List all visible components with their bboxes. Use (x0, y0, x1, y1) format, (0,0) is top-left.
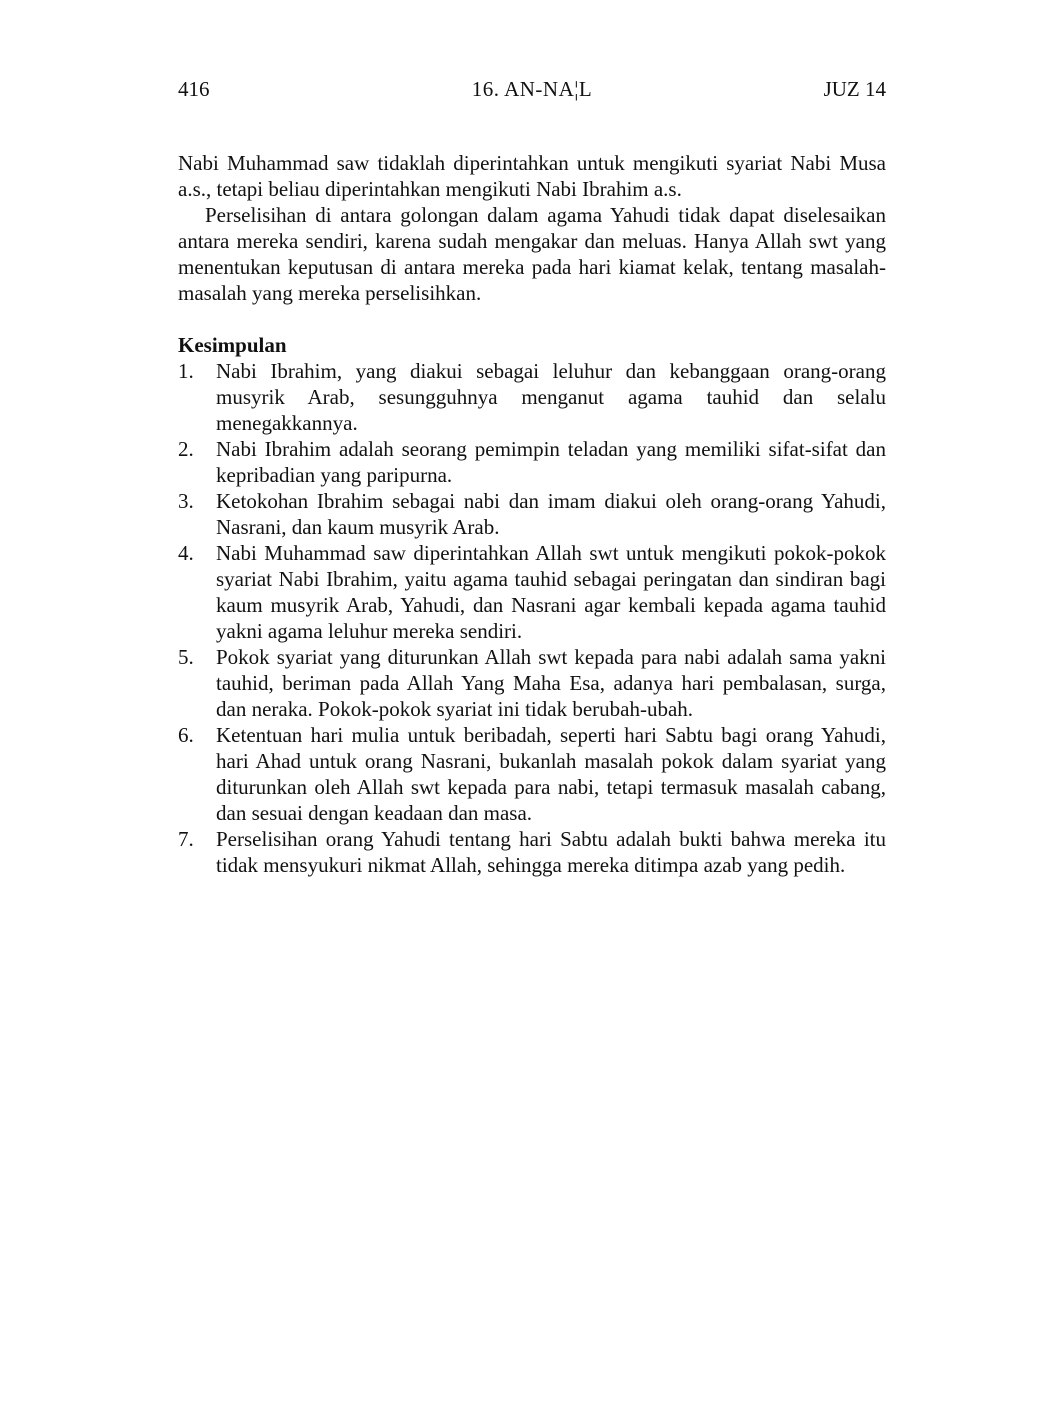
list-item (178, 644, 886, 722)
list-item-number: 1. (178, 359, 194, 383)
list-item-text: Perselisihan orang Yahudi tentang hari Sabtu adalah bukti bahwa mereka itu tidak mensyukuri nikmat Allah, sehingga mereka ditimpa azab yang pedih. (216, 827, 886, 877)
paragraph: Perselisihan di antara golongan dalam agama Yahudi tidak dapat diselesaikan antara mereka sendiri, karena sudah mengakar dan meluas. Hanya Allah swt yang menentukan keputusan di antara mereka pada hari kiamat kelak, tentang masalah-masalah yang mereka perselisihkan. (178, 203, 886, 305)
list-item (178, 826, 886, 878)
surah-title: 16. AN-NA¦L (471, 77, 593, 101)
list-item (178, 358, 886, 436)
list-item-text: Ketentuan hari mulia untuk beribadah, seperti hari Sabtu bagi orang Yahudi, hari Ahad untuk orang Nasrani, bukanlah masalah pokok dalam syariat yang diturunkan oleh Allah swt kepada para nabi, tetapi termasuk masalah cabang, dan sesuai dengan keadaan dan masa. (216, 723, 886, 825)
list-item-text: Nabi Muhammad saw diperintahkan Allah swt untuk mengikuti pokok-pokok syariat Nabi Ibrahim, yaitu agama tauhid sebagai peringatan dan sindiran bagi kaum musyrik Arab, Yahudi, dan Nasrani agar kembali kepada agama tauhid yakni agama leluhur mereka sendiri. (216, 541, 886, 643)
list-item-text: Pokok syariat yang diturunkan Allah swt kepada para nabi adalah sama yakni tauhid, beriman pada Allah Yang Maha Esa, adanya hari pembalasan, surga, dan neraka. Pokok-pokok syariat ini tidak berubah-ubah. (216, 645, 886, 721)
list-item-text: Nabi Ibrahim adalah seorang pemimpin teladan yang memiliki sifat-sifat dan kepribadian yang paripurna. (216, 437, 886, 487)
list-item (178, 722, 886, 826)
list-item-number: 3. (178, 489, 194, 513)
list-item-text: Ketokohan Ibrahim sebagai nabi dan imam diakui oleh orang-orang Yahudi, Nasrani, dan kaum musyrik Arab. (216, 489, 886, 539)
list-item-text: Nabi Ibrahim, yang diakui sebagai leluhur dan kebanggaan orang-orang musyrik Arab, sesungguhnya menganut agama tauhid dan selalu menegakkannya. (216, 359, 886, 435)
section-heading-kesimpulan: Kesimpulan (178, 333, 287, 357)
list-item-number: 2. (178, 437, 194, 461)
list-item (178, 540, 886, 644)
list-item (178, 488, 886, 540)
body-text (178, 150, 886, 878)
conclusion-list (178, 358, 886, 878)
list-item-number: 4. (178, 541, 194, 565)
list-item-number: 7. (178, 827, 194, 851)
paragraph: Nabi Muhammad saw tidaklah diperintahkan untuk mengikuti syariat Nabi Musa a.s., tetapi beliau diperintahkan mengikuti Nabi Ibrahim a.s. (178, 151, 886, 201)
list-item-number: 6. (178, 723, 194, 747)
list-item-number: 5. (178, 645, 194, 669)
page-number: 416 (178, 77, 210, 101)
juz-label: JUZ 14 (823, 77, 886, 101)
page-header (178, 76, 886, 103)
list-item (178, 436, 886, 488)
